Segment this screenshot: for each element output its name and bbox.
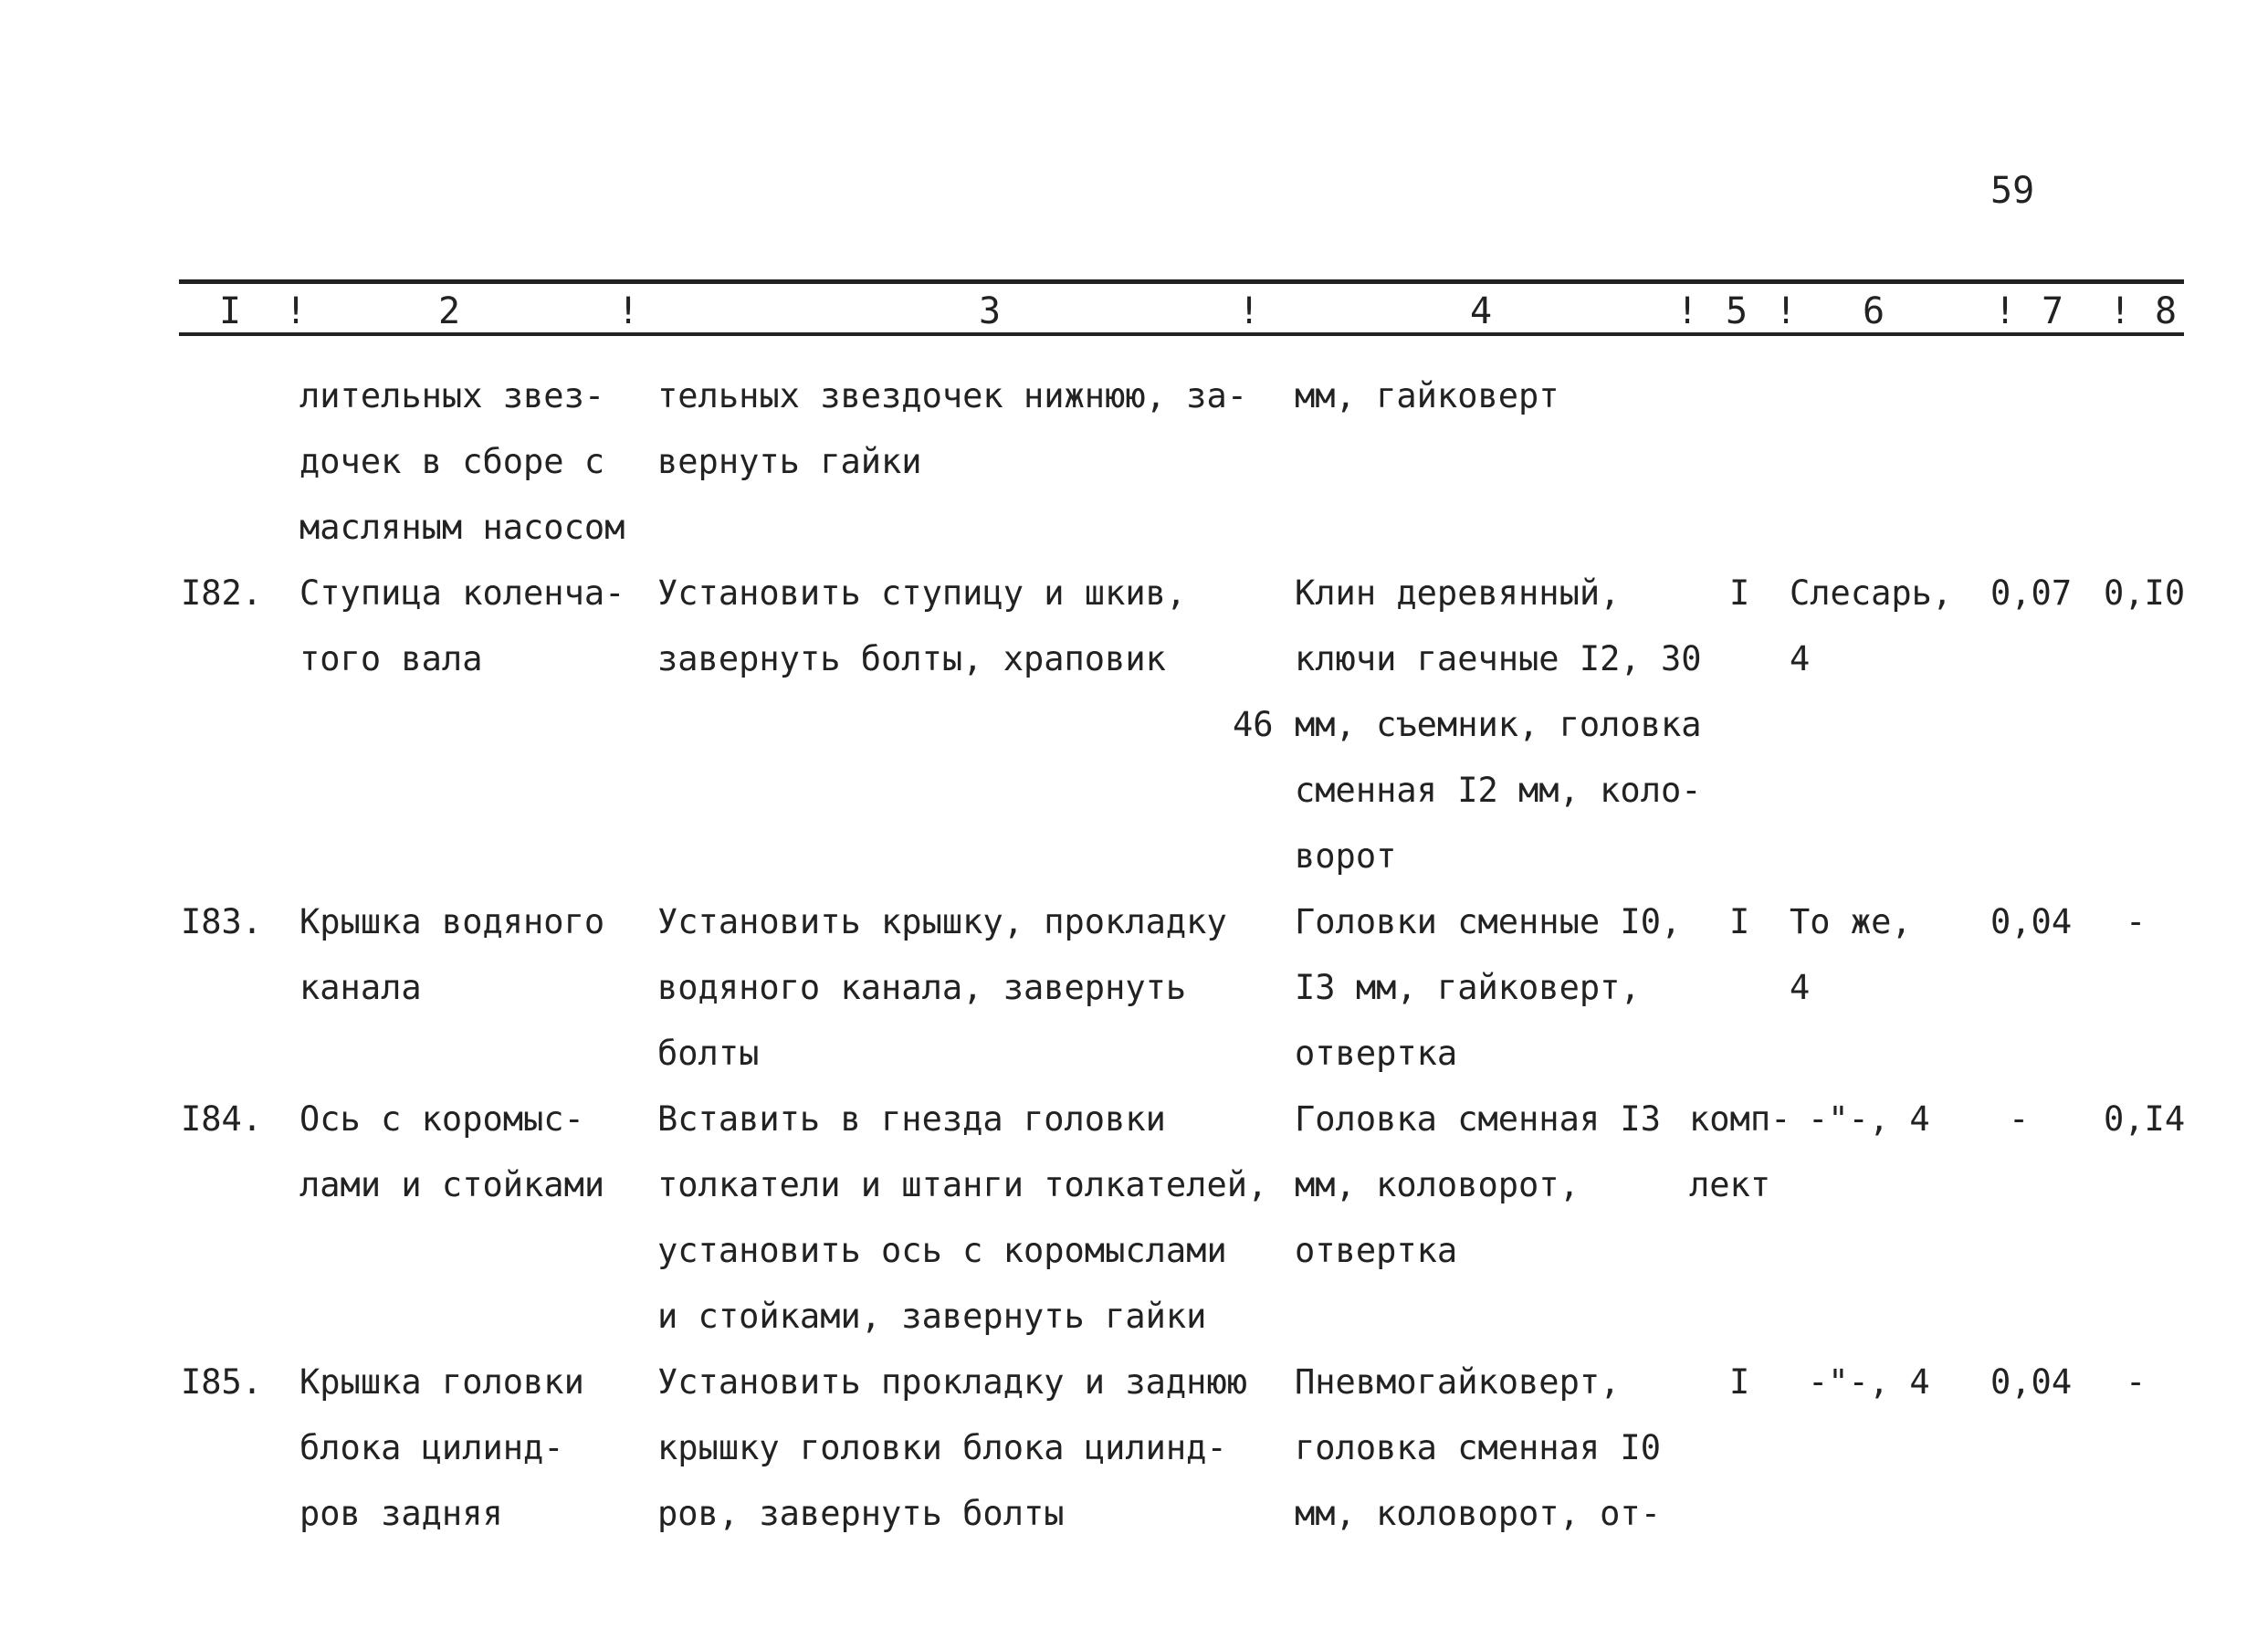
header-separator: !: [1775, 290, 1798, 332]
row-operation: тельных звездочек нижнюю, за- вернуть гайки: [657, 376, 1248, 481]
row-tools: мм, гайковерт: [1295, 376, 1559, 415]
margin-note: 46: [1233, 705, 1274, 744]
row-tools: Пневмогайковерт, головка сменная I0 мм, коловорот, от-: [1295, 1362, 1661, 1533]
row-col7: 0,07: [1990, 573, 2073, 613]
row-col8: 0,I0: [2104, 573, 2186, 613]
row-operation: Установить крышку, прокладку водяного канала, завернуть болты: [657, 902, 1227, 1073]
table-bottom-rule: [179, 332, 2184, 336]
header-separator: !: [1994, 290, 2017, 332]
row-number: I82.: [181, 573, 263, 613]
row-tools: Головки сменные I0, I3 мм, гайковерт, отвертка: [1295, 902, 1682, 1073]
header-separator: !: [617, 290, 640, 332]
row-col7: -: [2009, 1099, 2030, 1139]
row-name: Ось с коромыс- лами и стойками: [299, 1099, 605, 1204]
row-name: Крышка водяного канала: [299, 902, 605, 1007]
header-separator: !: [2109, 290, 2132, 332]
row-col8: -: [2126, 1362, 2147, 1402]
row-col8: -: [2126, 902, 2147, 941]
row-name: Крышка головки блока цилинд- ров задняя: [299, 1362, 584, 1533]
page-number: 59: [1990, 170, 2035, 212]
row-operation: Вставить в гнезда головки толкатели и штанги толкателей, установить ось с коромыслами и стойками, завернуть гайки: [657, 1099, 1268, 1336]
row-tools: Головка сменная I3 мм, коловорот, отвертка: [1295, 1099, 1661, 1270]
row-col7: 0,04: [1990, 1362, 2073, 1402]
row-name: Ступица коленча- того вала: [299, 573, 625, 678]
row-qty: комп- лект: [1689, 1099, 1791, 1204]
header-col-6: 6: [1863, 290, 1885, 332]
row-col8: 0,I4: [2104, 1099, 2186, 1139]
row-number: I83.: [181, 902, 263, 941]
header-separator: !: [1238, 290, 1261, 332]
header-separator: !: [285, 290, 308, 332]
header-col-7: 7: [2042, 290, 2064, 332]
row-number: I85.: [181, 1362, 263, 1402]
row-worker: -"-, 4: [1808, 1099, 1930, 1139]
header-col-5: 5: [1726, 290, 1748, 332]
row-col7: 0,04: [1990, 902, 2073, 941]
row-tools: Клин деревянный, ключи гаечные I2, 30 мм, съемник, головка сменная I2 мм, коло- ворот: [1295, 573, 1702, 876]
table-top-rule: [179, 279, 2184, 284]
row-qty: I: [1729, 1362, 1750, 1402]
row-qty: I: [1729, 902, 1750, 941]
row-worker: То же, 4: [1790, 902, 1912, 1007]
header-col-3: 3: [979, 290, 1002, 332]
row-number: I84.: [181, 1099, 263, 1139]
row-operation: Установить ступицу и шкив, завернуть болты, храповик: [657, 573, 1187, 678]
header-col-1: I: [219, 290, 242, 332]
header-separator: !: [1676, 290, 1699, 332]
row-worker: -"-, 4: [1808, 1362, 1930, 1402]
header-col-4: 4: [1470, 290, 1493, 332]
header-col-2: 2: [438, 290, 461, 332]
row-worker: Слесарь, 4: [1790, 573, 1953, 678]
row-name: лительных звез- дочек в сборе с масляным насосом: [299, 376, 625, 547]
row-qty: I: [1729, 573, 1750, 613]
header-col-8: 8: [2155, 290, 2178, 332]
row-operation: Установить прокладку и заднюю крышку головки блока цилинд- ров, завернуть болты: [657, 1362, 1248, 1533]
